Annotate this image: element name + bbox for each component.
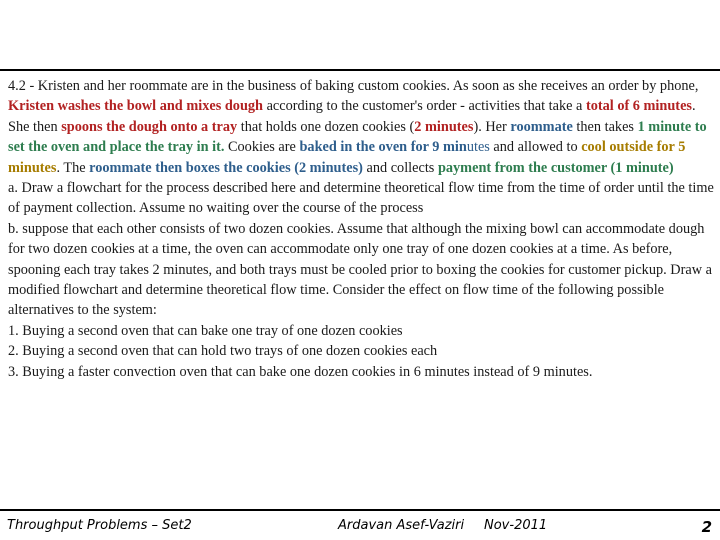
highlight-spoon-dough: spoons the dough onto a tray bbox=[61, 118, 238, 135]
highlight-set-oven: 1 minute to set the oven and place the tray in it. bbox=[8, 118, 707, 156]
bottom-divider bbox=[0, 509, 720, 511]
highlight-roommate: roommate bbox=[510, 118, 573, 135]
alternative-2: 2. Buying a second oven that can hold two trays of one dozen cookies each bbox=[8, 343, 438, 360]
highlight-box: roommate then boxes the cookies (2 minutes) bbox=[89, 159, 363, 176]
footer-author: Ardavan Asef-Vaziri bbox=[338, 518, 465, 533]
problem-text bbox=[8, 76, 714, 382]
top-divider bbox=[0, 69, 720, 71]
footer-course-title: Throughput Problems – Set2 bbox=[7, 518, 192, 533]
footer-date: Nov-2011 bbox=[484, 518, 548, 533]
highlight-wash-mix: Kristen washes the bowl and mixes dough bbox=[8, 98, 263, 115]
text-run: 4.2 - Kristen and her roommate are in the business of baking custom cookies. As soon as she receives an order by phone, bbox=[8, 78, 699, 94]
highlight-payment: payment from the customer (1 minute) bbox=[437, 159, 674, 176]
text-run: . She then bbox=[8, 98, 696, 135]
question-b: b. suppose that each other consists of two dozen cookies. Assume that although the mixing bowl can accommodate dough for two dozen cookies at a time, the oven can accommodate only one tray of one dozen cookies at a time. As before, spooning each tray takes 2 minutes, and both trays must be cooled prior to boxing the cookies for customer pickup. Draw a modified flowchart and determine theoretical flow time. Consider the effect on flow time of the following possible alternatives to the system: bbox=[8, 220, 712, 319]
text-run: ). Her bbox=[473, 118, 511, 135]
text-run: then takes bbox=[572, 118, 638, 135]
alternative-3: 3. Buying a faster convection oven that can bake one dozen cookies in 6 minutes instead of 9 minutes. bbox=[8, 363, 593, 380]
highlight-6-minutes: total of 6 minutes bbox=[585, 98, 692, 115]
highlight-2-minutes: 2 minutes bbox=[414, 118, 474, 135]
text-run: that holds one dozen cookies ( bbox=[237, 118, 415, 135]
page-number: 2 bbox=[701, 518, 712, 536]
question-a: a. Draw a flowchart for the process described here and determine theoretical flow time from the time of order until the time of payment collection. Assume no waiting over the course of the process bbox=[8, 180, 714, 217]
text-run: . The bbox=[56, 159, 90, 176]
highlight-bake-tail: utes bbox=[466, 139, 490, 156]
highlight-bake: baked in the oven for 9 min bbox=[299, 139, 467, 156]
text-run: and allowed to bbox=[489, 139, 582, 156]
text-run: according to the customer's order - activities that take a bbox=[263, 98, 586, 115]
highlight-cool: cool outside for 5 minutes bbox=[8, 139, 686, 176]
problem-statement bbox=[8, 76, 714, 178]
alternative-1: 1. Buying a second oven that can bake one tray of one dozen cookies bbox=[8, 322, 403, 339]
text-run: and collects bbox=[362, 159, 438, 176]
text-run: Cookies are bbox=[224, 139, 300, 156]
